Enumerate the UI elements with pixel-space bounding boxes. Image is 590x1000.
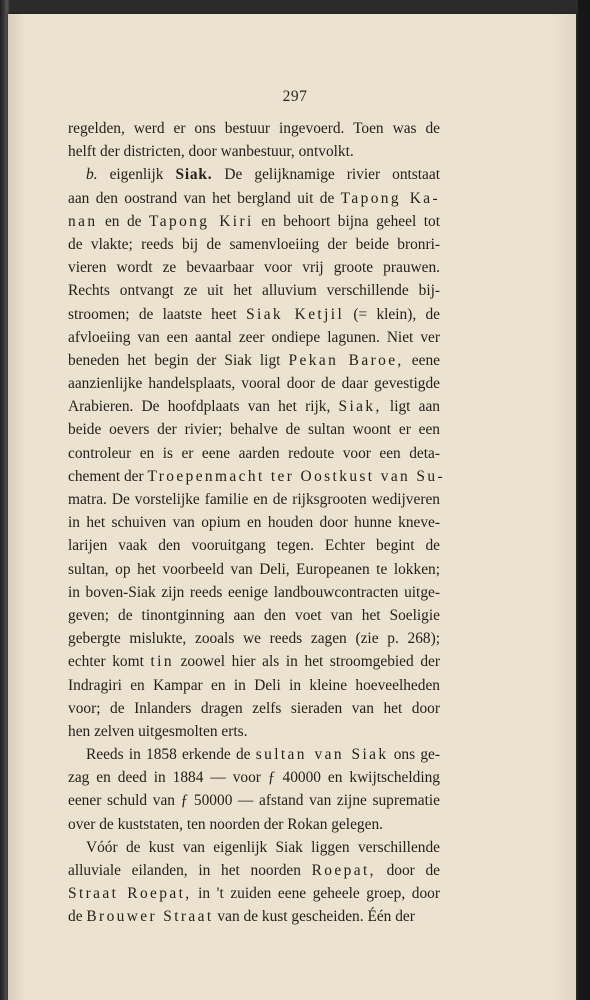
text-run: de vlakte; reeds bij de samenvloeiing der beide bronri- [68, 235, 440, 253]
text-run: larijen vaak den vooruitgang tegen. Echter begint de [68, 537, 440, 555]
text-line [68, 117, 440, 140]
text-line [68, 210, 440, 233]
text-run: eene [403, 351, 440, 369]
text-run: vieren wordt ze bevaarbaar voor vrij groote prauwen. [68, 259, 440, 277]
text-run: eener schuld van ƒ 50000 — afstand van zijne suprematie [68, 792, 440, 810]
text-run: zag en deed in 1884 — voor ƒ 40000 en kwijtschelding [68, 769, 440, 787]
text-line [68, 163, 440, 186]
text-run: regelden, werd er ons bestuur ingevoerd. Toen was de [68, 120, 440, 137]
text-run: Indragiri en Kampar en in Deli in kleine hoeveelheden [68, 676, 440, 694]
text-line [68, 558, 440, 581]
text-run: echter komt [68, 653, 151, 671]
text-run: Arabieren. De hoofdplaats van het rijk, [68, 398, 339, 416]
text-line [68, 697, 440, 720]
text-line [68, 650, 440, 673]
text-line [68, 766, 440, 789]
text-run: gebergte mislukte, zooals we reeds zagen (zie p. 268); [68, 630, 440, 648]
text-run: sultan, op het voorbeeld van Deli, Europeanen te lokken; [68, 560, 440, 578]
text-line [68, 604, 440, 627]
text-run: (= klein), de [344, 305, 440, 323]
text-run: geven; de tinontginning aan den voet van het Soeligie [68, 606, 440, 624]
text-run: controleur en is er eene aarden redoute voor een deta- [68, 444, 440, 462]
text-run: in 't zuiden eene geheele groep, door [191, 885, 440, 903]
text-emphasis: Tapong Kiri [149, 212, 254, 230]
text-run: en behoort bijna geheel tot [253, 212, 440, 230]
text-line [68, 279, 440, 302]
text-emphasis: Tapong Ka- [340, 189, 441, 207]
text-line [68, 674, 440, 697]
text-emphasis: Troepenmacht ter Oostkust van Su- [147, 467, 445, 485]
text-emphasis: Siak Ketjil [246, 305, 345, 323]
text-run: van de kust gescheiden. Één der [213, 908, 415, 926]
scan-edge [578, 0, 590, 1000]
text-line [68, 372, 440, 395]
text-run: eigenlijk [97, 166, 176, 184]
text-run: helft der districten, door wanbestuur, ontvolkt. [68, 143, 354, 161]
text-run: in boven-Siak zijn reeds eenige landbouwcontracten uitge- [68, 583, 440, 601]
text-emphasis: Siak. [175, 166, 213, 184]
text-emphasis: nan [68, 212, 98, 230]
text-line [68, 233, 440, 256]
text-emphasis: Straat Roepat, [68, 885, 192, 903]
text-line [68, 581, 440, 604]
text-line [68, 488, 440, 511]
text-run: chement der [68, 467, 148, 485]
text-line [68, 442, 440, 465]
text-run: voor; de Inlanders dragen zelfs sieraden van het door [68, 699, 440, 717]
text-run: Vóór de kust van eigenlijk Siak liggen verschillende [86, 838, 440, 856]
text-line [68, 882, 440, 905]
text-line [68, 256, 440, 279]
text-line [68, 534, 440, 557]
text-run: ons ge- [388, 746, 440, 764]
text-run: in het schuiven van opium en houden door hunne kneve- [68, 514, 440, 532]
text-emphasis: Roepat, [311, 862, 376, 879]
text-run: Rechts ontvangt ze uit het alluvium verschillende bij- [68, 282, 440, 300]
text-run: aanzienlijke handelsplaats, vooral door de daar gevestigde [68, 375, 440, 393]
text-run: alluviale eilanden, in het noorden [68, 862, 312, 879]
text-emphasis: Pekan Baroe, [288, 351, 404, 369]
text-run: en de [97, 212, 150, 230]
text-line [68, 859, 440, 882]
text-run: zoowel hier als in het stroomgebied der [173, 653, 440, 671]
text-run: beneden het begin der Siak ligt [68, 351, 289, 369]
text-line [68, 836, 440, 859]
text-line [68, 743, 440, 766]
page-number: 297 [282, 88, 308, 105]
text-line [68, 789, 440, 812]
text-line [68, 418, 440, 441]
text-emphasis: Brouwer Straat [86, 908, 214, 926]
body-text [68, 117, 445, 929]
text-run: stroomen; de laatste heet [68, 305, 247, 323]
text-emphasis: tin [150, 653, 174, 671]
text-run: over de kuststaten, ten noorden der Rokan gelegen. [68, 815, 383, 833]
text-line [68, 465, 445, 488]
text-line [68, 511, 440, 534]
text-emphasis: b. [86, 166, 98, 184]
text-run: De gelijknamige rivier ontstaat [212, 166, 440, 184]
text-line [68, 813, 440, 836]
text-line [68, 349, 440, 372]
text-run: Reeds in 1858 erkende de [86, 746, 256, 764]
text-line [68, 140, 440, 163]
text-run: aan den oostrand van het bergland uit de [68, 189, 341, 207]
text-line [68, 187, 440, 210]
text-line [68, 395, 440, 418]
text-run: ligt aan [381, 398, 440, 416]
text-emphasis: Siak, [338, 398, 382, 416]
text-run: hen zelven uitgesmolten erts. [68, 722, 248, 740]
text-run: matra. De vorstelijke familie en de rijksgrooten wedijveren [68, 491, 440, 508]
text-line [68, 326, 440, 349]
text-emphasis: sultan van Siak [255, 746, 389, 764]
text-run: de [68, 908, 87, 926]
text-line [68, 303, 440, 326]
text-line [68, 627, 440, 650]
text-run: beide oevers der rivier; behalve de sultan woont er een [68, 421, 440, 439]
text-run: door de [375, 862, 440, 879]
text-line [68, 905, 440, 928]
text-run: afvloeiing van een aantal zeer ondiepe lagunen. Niet ver [68, 328, 440, 346]
text-line [68, 720, 440, 743]
